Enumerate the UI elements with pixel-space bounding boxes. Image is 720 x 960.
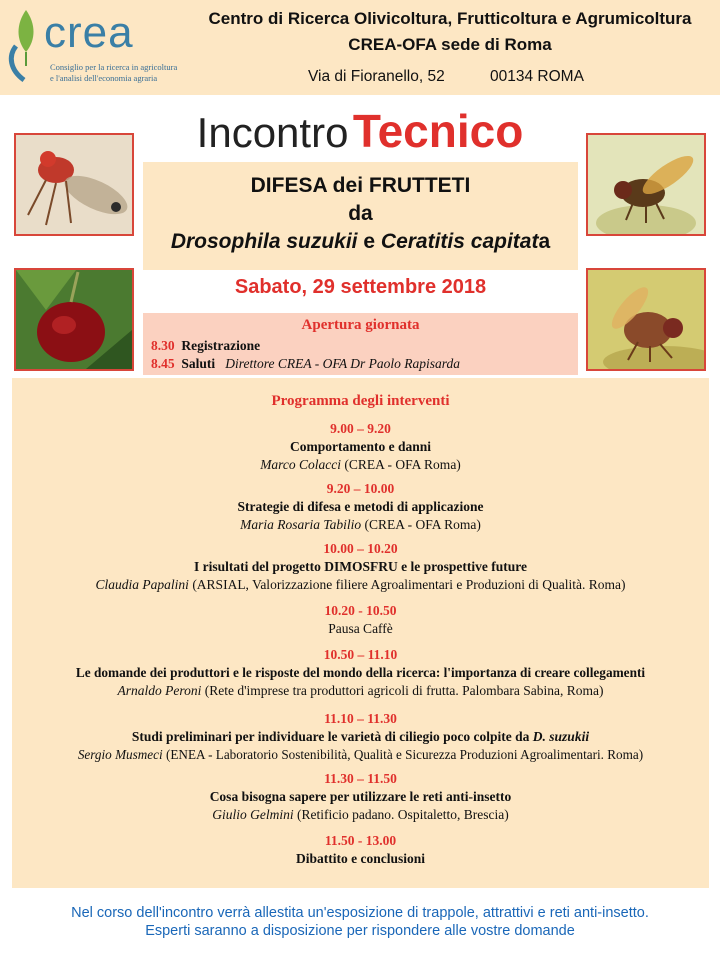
olive-leaf-icon [6, 6, 46, 86]
talk-time: 11.30 – 11.50 [324, 771, 397, 786]
talk-affiliation: (CREA - OFA Roma) [341, 457, 461, 472]
event-date: Sabato, 29 settembre 2018 [234, 276, 487, 298]
talk-time: 9.00 – 9.20 [330, 421, 391, 436]
talk-speaker-line [12, 682, 709, 699]
talk-time: 10.00 – 10.20 [323, 541, 398, 556]
talk-title: I risultati del progetto DIMOSFRU e le prospettive future [194, 559, 527, 574]
event-title-word2: Tecnico [352, 105, 524, 157]
talk-affiliation: (Retificio padano. Ospitaletto, Brescia) [293, 807, 509, 822]
talk-speaker-line [12, 746, 709, 763]
talk-speaker-line [12, 576, 709, 593]
fly-photo-top-right [586, 133, 706, 236]
talk-title-species: D. suzukii [532, 729, 590, 744]
talk-speaker-line [12, 516, 709, 533]
talk-speaker-line [12, 806, 709, 823]
footer-note [0, 904, 720, 940]
center-title: Centro di Ricerca Olivicoltura, Frutticoltura e Agrumicoltura [208, 9, 692, 28]
logo-wordmark: crea [44, 8, 134, 57]
talk-time: 11.50 - 13.00 [324, 833, 397, 848]
talk-title: Strategie di difesa e metodi di applicazione [237, 499, 484, 514]
talk-time: 11.10 – 11.30 [324, 711, 397, 726]
logo-subtitle-1: Consiglio per la ricerca in agricoltura [50, 62, 178, 72]
opening-time: 8.30 [151, 338, 175, 353]
talk-affiliation: (ARSIAL, Valorizzazione filiere Agroalimentari e Produzioni di Qualità. Roma) [188, 577, 626, 592]
opening-time: 8.45 [151, 356, 175, 371]
subject-species [143, 230, 578, 254]
talk-title: Comportamento e danni [290, 439, 431, 454]
cherry-photo [14, 268, 134, 371]
opening-item-2 [151, 356, 460, 372]
footer-line2: Esperti saranno a disposizione per rispondere alle vostre domande [145, 923, 575, 939]
crea-logo [6, 4, 186, 90]
opening-box [143, 313, 578, 375]
talk-title: Pausa Caffè [328, 621, 393, 636]
talk-title-text: Studi preliminari per individuare le varietà di ciliegio poco colpite da [131, 729, 533, 744]
address: Via di Fioranello, 52 [308, 68, 445, 85]
talk-speaker: Arnaldo Peroni [117, 683, 202, 698]
subject-line1: DIFESA dei FRUTTETI [250, 174, 471, 197]
event-title-word1: Incontro [196, 109, 349, 156]
talk-title: Dibattito e conclusioni [295, 851, 425, 866]
subject-line2: da [348, 202, 373, 225]
ceratitis-closeup-image [588, 270, 704, 369]
ceratitis-image [588, 135, 704, 234]
fly-photo-top-left [14, 133, 134, 236]
footer-line1: Nel corso dell'incontro verrà allestita un'esposizione di trappole, attrattivi e reti anti-insetto. [71, 905, 649, 921]
talk-title [12, 728, 709, 745]
subject-box [143, 162, 578, 270]
logo-subtitle-2: e l'analisi dell'economia agraria [50, 73, 158, 83]
talk-time: 10.50 – 11.10 [323, 647, 398, 662]
talk-title: Le domande dei produttori e le risposte del mondo della ricerca: l'importanza di creare collegamenti [75, 665, 646, 680]
species-ceratitis-end: a [538, 230, 551, 253]
opening-note: Direttore CREA - OFA Dr Paolo Rapisarda [225, 356, 461, 371]
talk-title: Cosa bisogna sapere per utilizzare le reti anti-insetto [209, 789, 512, 804]
talk-time: 9.20 – 10.00 [326, 481, 395, 496]
talk-speaker-line [12, 456, 709, 473]
talk-time: 10.20 - 10.50 [324, 603, 397, 618]
opening-item-1 [151, 338, 260, 354]
fly-photo-bottom-right [586, 268, 706, 371]
cherry-image [16, 270, 132, 369]
center-subtitle: CREA-OFA sede di Roma [348, 35, 552, 54]
species-drosophila: Drosophila suzukii [170, 230, 358, 253]
species-ceratitis: Ceratitis capitat [380, 230, 539, 253]
opening-label: Registrazione [181, 338, 261, 353]
opening-title: Apertura giornata [301, 317, 420, 333]
species-conjunction: e [363, 230, 376, 253]
postal-code: 00134 ROMA [490, 68, 584, 85]
opening-label: Saluti [181, 356, 216, 371]
talk-affiliation: (ENEA - Laboratorio Sostenibilità, Qualità e Sicurezza Produzioni Agroalimentari. Roma) [162, 747, 644, 762]
talk-speaker: Sergio Musmeci [77, 747, 163, 762]
talk-speaker: Maria Rosaria Tabilio [240, 517, 362, 532]
program-title: Programma degli interventi [271, 393, 450, 409]
talk-speaker: Marco Colacci [260, 457, 342, 472]
talk-affiliation: (CREA - OFA Roma) [361, 517, 481, 532]
talk-speaker: Giulio Gelmini [212, 807, 294, 822]
talk-affiliation: (Rete d'imprese tra produttori agricoli di frutta. Palombara Sabina, Roma) [201, 683, 604, 698]
talk-speaker: Claudia Papalini [95, 577, 189, 592]
drosophila-image [16, 135, 132, 234]
